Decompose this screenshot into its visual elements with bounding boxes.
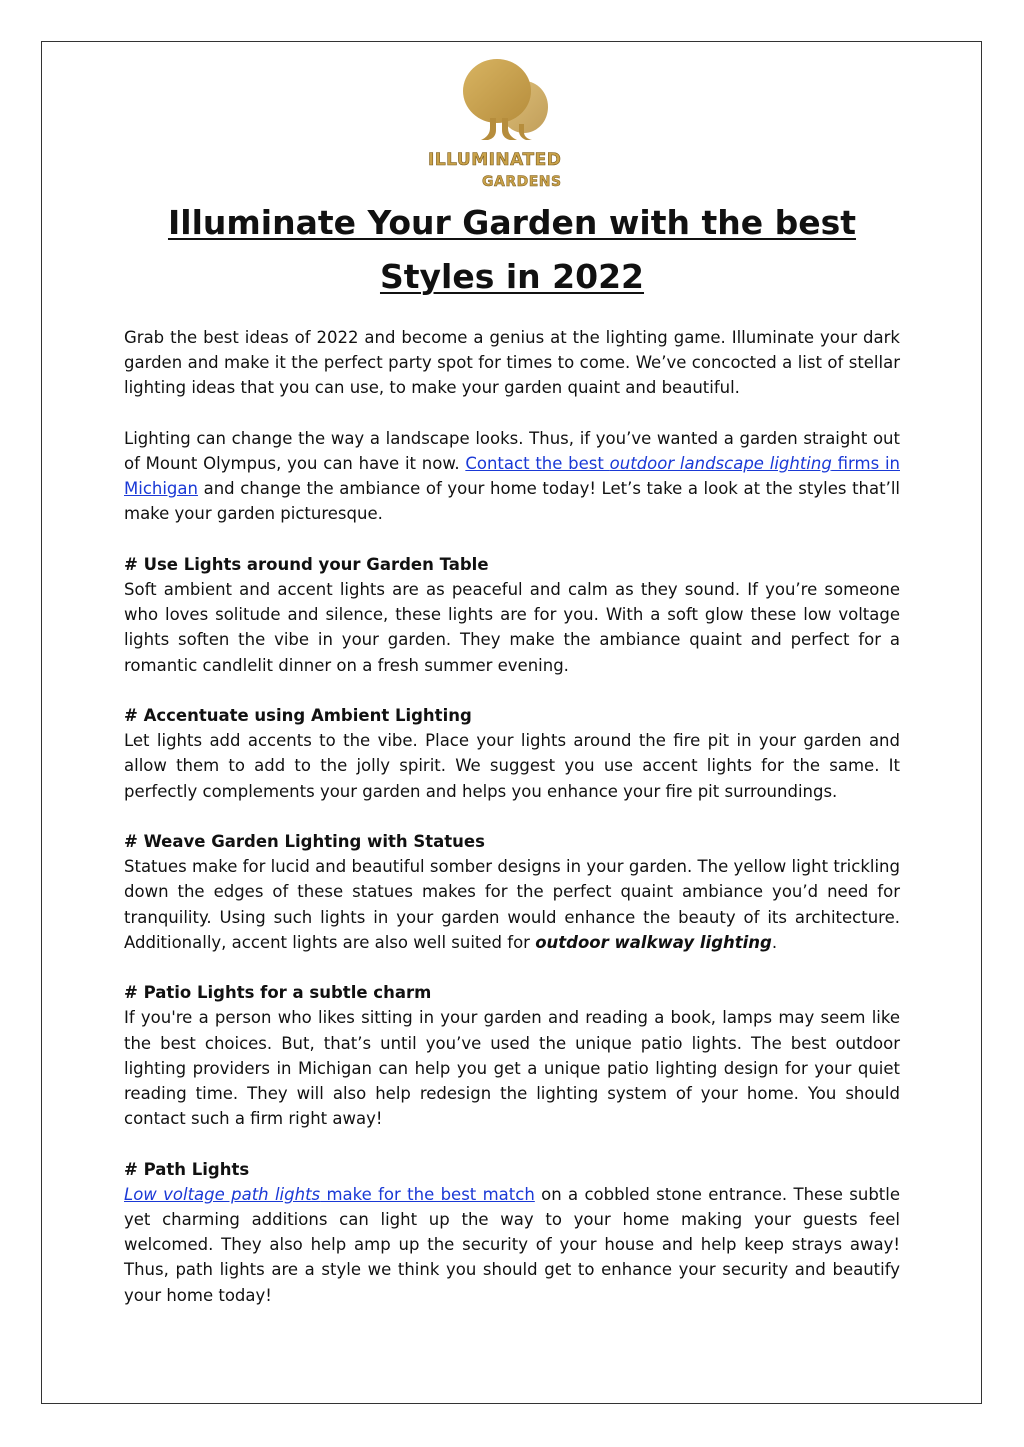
link-text-start: Contact the best — [465, 454, 610, 473]
path-lights-link[interactable] — [124, 1185, 535, 1204]
section-body: If you're a person who likes sitting in your garden and reading a book, lamps may seem like the best choices. But, that’s until you’ve used the unique patio lights. The best outdoor lighting providers in Michigan can help you get a unique patio lighting design for your quiet reading time. They will also help redesign the lighting system of your home. You should contact such a firm right away! — [124, 1008, 900, 1129]
section-heading: # Patio Lights for a subtle charm — [124, 983, 432, 1003]
section-heading: # Use Lights around your Garden Table — [124, 554, 489, 574]
page-title: Illuminate Your Garden with the best Styles in 2022 — [167, 203, 857, 296]
intro-paragraph: Grab the best ideas of 2022 and become a genius at the lighting game. Illuminate your dark garden and make it the perfect party spot for times to come. We’ve concocted a list of stellar lighting ideas that you can use, to make your garden quaint and beautiful. — [124, 328, 900, 398]
illuminated-gardens-logo — [426, 58, 596, 193]
walkway-lighting-emphasis: outdoor walkway lighting — [535, 932, 772, 952]
link-text-italic: outdoor landscape lighting — [609, 454, 832, 473]
paragraph-contact — [124, 426, 900, 527]
link-text-italic: Low voltage path lights — [124, 1184, 321, 1204]
section-body: Soft ambient and accent lights are as peaceful and calm as they sound. If you’re someone who loves solitude and silence, these lights are for you. With a soft glow these low voltage lights soften the vibe in your garden. They make the ambiance quaint and perfect for a romantic candlelit dinner on a fresh summer evening. — [124, 580, 900, 675]
link-text-end: firms in Michigan — [124, 454, 900, 499]
article-body — [124, 325, 900, 1333]
section-heading: # Accentuate using Ambient Lighting — [124, 706, 472, 725]
section-path-lights — [124, 1157, 900, 1308]
paragraph-contact-after: and change the ambiance of your home today! Let’s take a look at the styles that’ll make your garden picturesque. — [124, 479, 900, 524]
section-body-tail: . — [771, 932, 778, 952]
section-patio-lights — [124, 980, 900, 1131]
section-body: Let lights add accents to the vibe. Place your lights around the fire pit in your garden and allow them to add to the jolly spirit. We suggest you use accent lights for the same. It perfectly complements your garden and helps you enhance your fire pit surroundings. — [124, 731, 900, 801]
section-body: on a cobbled stone entrance. These subtle yet charming additions can light up the way to your home making your guests feel welcomed. They also help amp up the security of your house and help keep strays away! Thus, path lights are a style we think you should get to enhance your security and beautify your home today! — [124, 1184, 901, 1305]
section-heading: # Weave Garden Lighting with Statues — [124, 832, 485, 851]
logo-line1: ILLUMINATED — [428, 150, 562, 170]
section-body: Statues make for lucid and beautiful somber designs in your garden. The yellow light trickling down the edges of these statues makes for the perfect quaint ambiance you’d need for tranquility. Using such lights in your garden would enhance the beauty of its architecture. Additionally, accent lights are also well suited for — [124, 857, 900, 952]
link-text-end: make for the best match — [320, 1184, 535, 1204]
section-heading: # Path Lights — [124, 1159, 250, 1179]
logo-line2: GARDENS — [482, 174, 562, 190]
paragraph-contact-before: Lighting can change the way a landscape looks. Thus, if you’ve wanted a garden straight out of Mount Olympus, you can have it now. — [124, 428, 900, 473]
section-ambient-lighting — [124, 703, 900, 804]
section-statues — [124, 829, 900, 955]
logo-graphic — [426, 58, 596, 193]
tree-front-canopy — [463, 59, 531, 123]
section-garden-table — [124, 552, 900, 678]
